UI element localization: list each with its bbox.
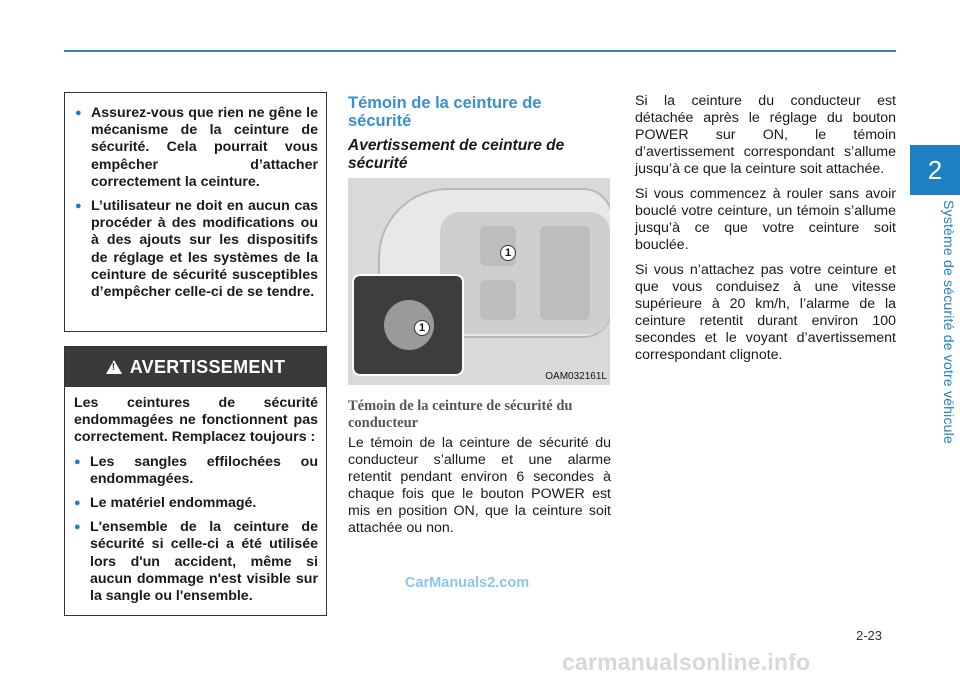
right-paragraph: Si vous commencez à rouler sans avoir bouclé votre ceinture, un témoin s’allume jusqu’à ce que votre ceinture soit bouclée.	[635, 186, 896, 253]
watermark: CarManuals2.com	[405, 575, 530, 591]
warning-intro: Les ceintures de sécurité endommagées ne fonctionnent pas correctement. Remplacez toujours :	[74, 395, 318, 446]
warning-body	[65, 387, 326, 605]
seatbelt-figure	[348, 178, 610, 385]
right-paragraph: Si vous n’attachez pas votre ceinture et que vous conduisez à une vitesse supérieure à 20 km/h, l’alarme de la ceinture retentit durant environ 100 secondes et le voyant d’avertissement correspondant clignote.	[635, 262, 896, 363]
callout-badge: 1	[500, 245, 516, 261]
warning-triangle-icon	[106, 360, 122, 374]
warning-item: ● Les sangles effilochées ou endommagées.	[74, 454, 318, 488]
warning-title: AVERTISSEMENT	[129, 356, 286, 377]
chapter-tab	[910, 145, 960, 195]
indicator-inset	[352, 274, 464, 376]
footer-watermark: carmanualsonline.info	[562, 649, 811, 675]
caution-item: ● Assurez-vous que rien ne gêne le mécanisme de la ceinture de sécurité. Cela pourrait vous empêcher d’attacher correctement la ceinture.	[75, 105, 318, 191]
callout-badge: 1	[414, 320, 430, 336]
chapter-number: 2	[927, 154, 943, 185]
seat	[540, 226, 590, 320]
figure-code: OAM032161L	[545, 371, 607, 382]
warning-header	[65, 347, 326, 387]
caution-item: ● L’utilisateur ne doit en aucun cas procéder à des modifications ou à des ajouts sur les dispositifs de réglage et les systèmes de la ceinture de sécurité susceptibles d’empêcher celle-ci de se tendre.	[75, 198, 318, 301]
right-paragraph: Si la ceinture du conducteur est détachée après le réglage du bouton POWER sur ON, le témoin d’avertissement correspondant s’allume jusqu’à ce que la ceinture soit attachée.	[635, 93, 896, 177]
chapter-title: Système de sécurité de votre véhicule	[941, 200, 957, 444]
warning-item: ● L'ensemble de la ceinture de sécurité si celle-ci a été utilisée lors d'un accident, même si aucun dommage n'est visible sur la sangle ou l'ensemble.	[74, 519, 318, 605]
car-cabin	[440, 212, 610, 334]
seat	[480, 280, 516, 320]
driver-section-paragraph: Le témoin de la ceinture de sécurité du conducteur s’allume et une alarme retentit pendant environ 6 secondes à chaque fois que le bouton POWER est mis en position ON, que la ceinture soit attachée ou non.	[348, 435, 611, 536]
top-rule	[64, 50, 896, 52]
warning-box	[64, 346, 327, 616]
caution-box	[64, 92, 327, 332]
page-number: 2-23	[856, 628, 883, 643]
driver-section-title: Témoin de la ceinture de sécurité du conducteur	[348, 398, 573, 431]
section-title: Témoin de la ceinture de sécurité	[348, 94, 542, 130]
warning-item: ● Le matériel endommagé.	[74, 495, 318, 512]
section-subtitle: Avertissement de ceinture de sécurité	[348, 137, 565, 172]
right-column	[635, 93, 896, 372]
